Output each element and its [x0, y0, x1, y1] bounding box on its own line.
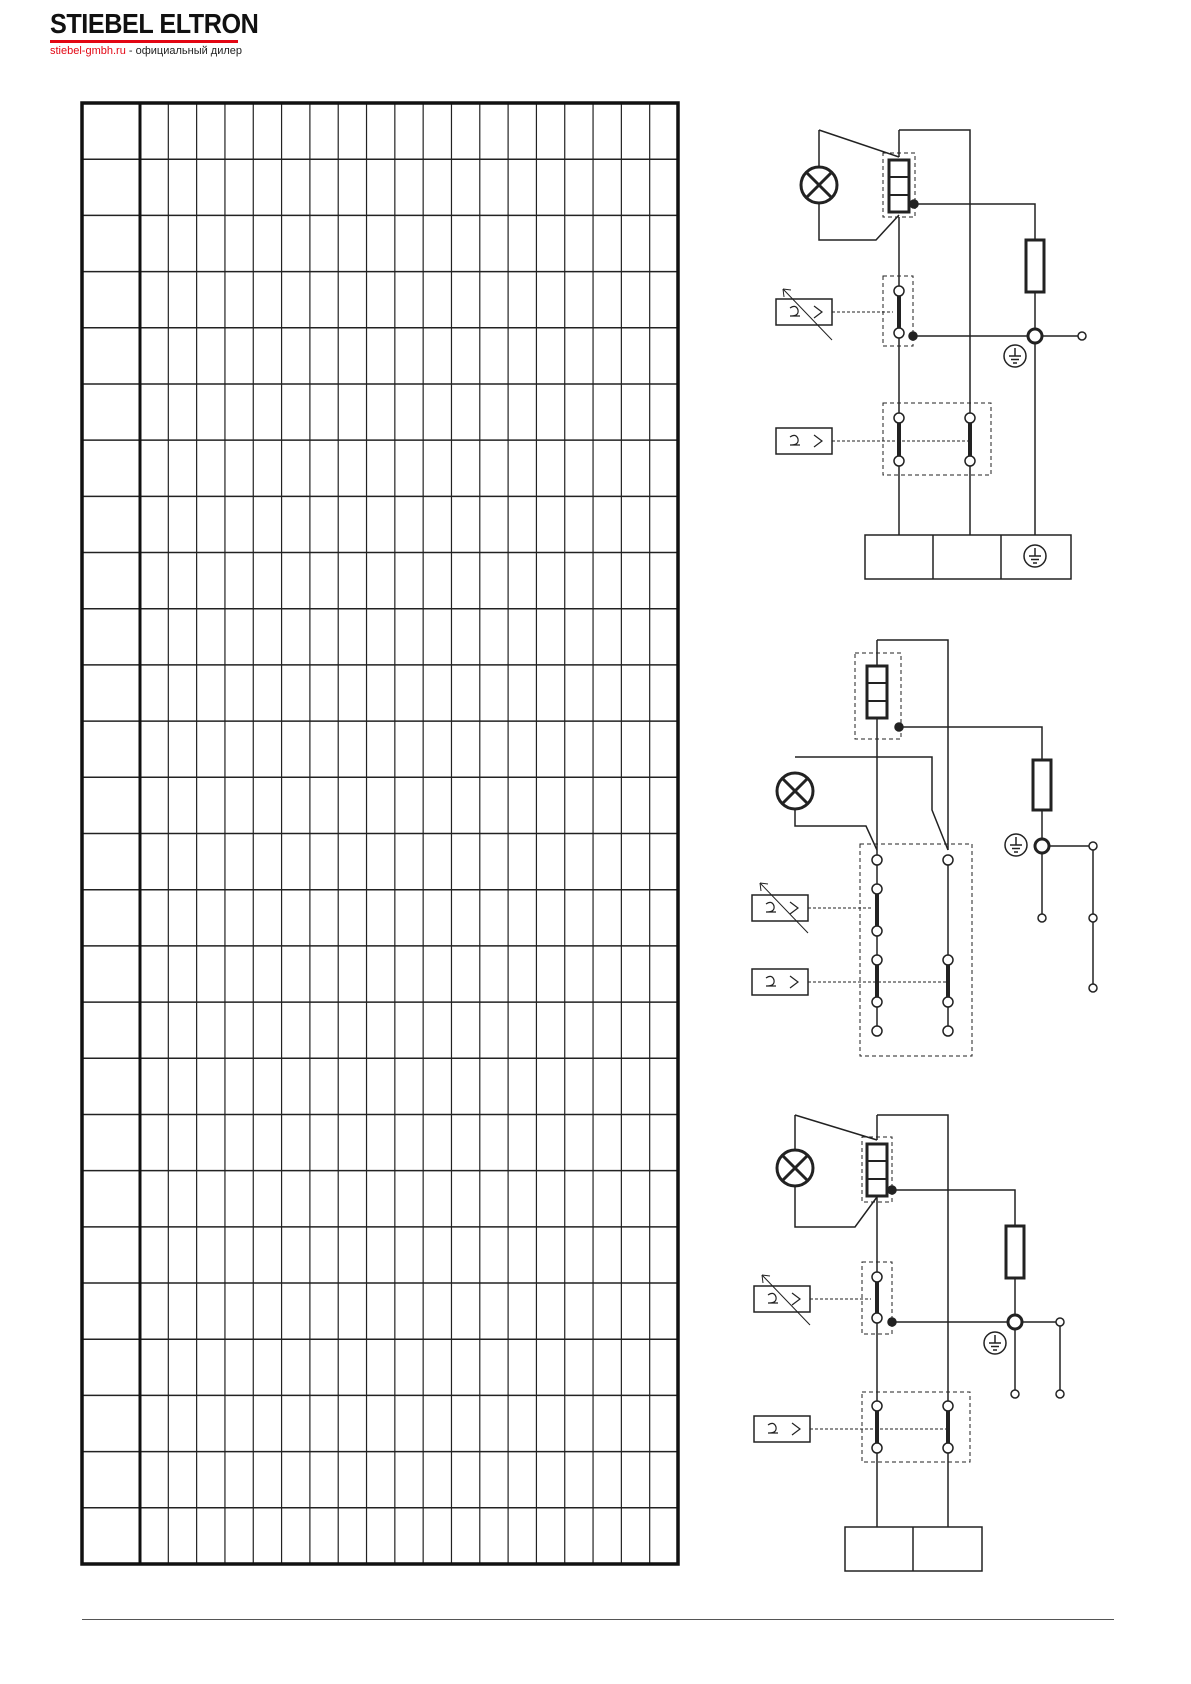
thermostat-sensor-icon — [752, 895, 808, 921]
thermostat-sensor-icon — [776, 299, 832, 325]
safety-limiter-icon — [752, 969, 808, 995]
resistor-icon — [1033, 760, 1051, 810]
lamp-icon — [777, 773, 813, 809]
lamp-icon — [801, 167, 837, 203]
wiring-diagram-3 — [754, 1115, 1064, 1571]
dealer-site-link[interactable]: stiebel-gmbh.ru — [50, 45, 126, 57]
earth-icon — [1004, 345, 1026, 367]
wiring-diagram-1 — [776, 130, 1086, 579]
resistor-icon — [1006, 1226, 1024, 1278]
footer-rule — [82, 1619, 1114, 1620]
wiring-diagram-2 — [752, 640, 1097, 1056]
safety-limiter-icon — [754, 1416, 810, 1442]
resistor-icon — [1026, 240, 1044, 292]
earth-icon — [984, 1332, 1006, 1354]
heating-element-icon — [867, 1144, 887, 1196]
earth-icon — [1005, 834, 1027, 856]
safety-limiter-icon — [776, 428, 832, 454]
earth-terminal-icon — [1024, 545, 1046, 567]
brand-name: STIEBEL ELTRON — [50, 8, 259, 39]
dealer-note: - официальный дилер — [125, 45, 243, 57]
thermostat-sensor-icon — [754, 1286, 810, 1312]
heating-element-icon — [867, 666, 887, 718]
heating-element-icon — [889, 160, 909, 212]
lamp-icon — [777, 1150, 813, 1186]
